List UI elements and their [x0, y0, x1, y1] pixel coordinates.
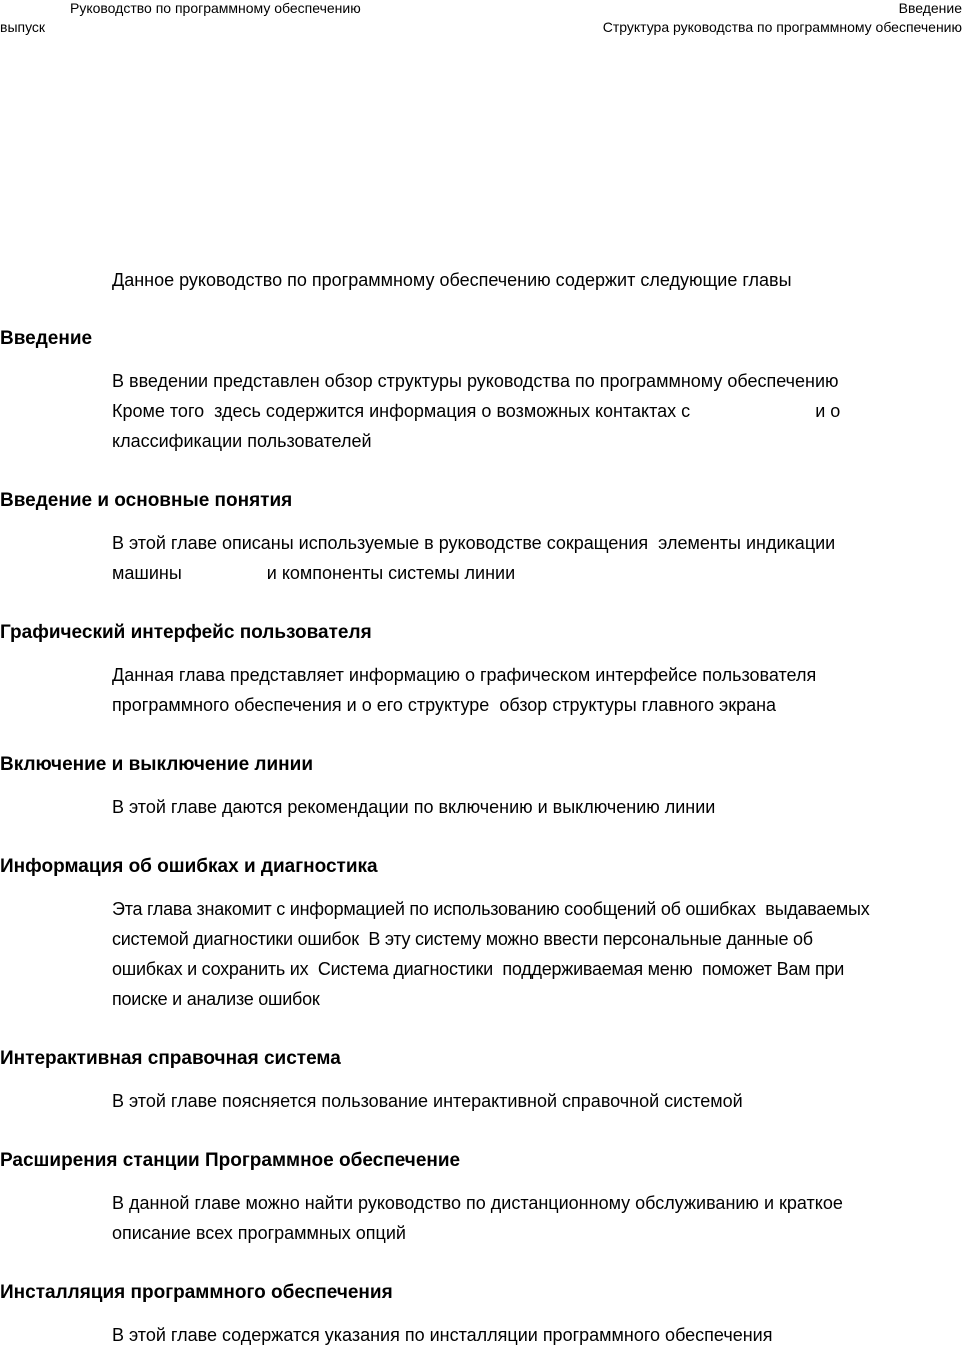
- section-heading: Введение: [0, 328, 93, 349]
- paragraph-line: программного обеспечения и о его структуре обзор структуры главного экрана: [112, 695, 777, 715]
- paragraph-line: В этой главе описаны используемые в руководстве сокращения элементы индикации: [112, 533, 836, 553]
- section-heading: Инсталляция программного обеспечения: [0, 1282, 393, 1303]
- paragraph-line: классификации пользователей: [112, 431, 372, 451]
- section-paragraph: [112, 894, 960, 1014]
- paragraph-line: В этой главе даются рекомендации по включению и выключению линии: [112, 797, 716, 817]
- section-paragraph: [112, 792, 960, 822]
- paragraph-line: В введении представлен обзор структуры руководства по программному обеспечению: [112, 371, 839, 391]
- section-paragraph: [112, 1086, 960, 1116]
- section-heading: Интерактивная справочная система: [0, 1048, 341, 1069]
- section-paragraph: [112, 528, 960, 588]
- paragraph-line: Кроме того здесь содержится информация о возможных контактах с и о: [112, 401, 841, 421]
- paragraph-line: В данной главе можно найти руководство по дистанционному обслуживанию и краткое: [112, 1193, 843, 1213]
- header-doc-title: Руководство по программному обеспечению: [70, 0, 361, 16]
- section-heading: Графический интерфейс пользователя: [0, 622, 372, 643]
- paragraph-line: описание всех программных опций: [112, 1223, 406, 1243]
- paragraph-line: ошибках и сохранить их Система диагностики поддерживаемая меню поможет Вам при: [112, 959, 845, 979]
- intro-paragraph: Данное руководство по программному обеспечению содержит следующие главы: [112, 270, 792, 290]
- header-section: Структура руководства по программному обеспечению: [602, 19, 962, 35]
- paragraph-line: машины и компоненты системы линии: [112, 563, 516, 583]
- section-heading: Информация об ошибках и диагностика: [0, 856, 378, 877]
- section-heading: Введение и основные понятия: [0, 490, 293, 511]
- section-heading: Включение и выключение линии: [0, 754, 313, 775]
- header-edition: выпуск: [0, 19, 46, 35]
- paragraph-line: В этой главе содержатся указания по инсталляции программного обеспечения: [112, 1325, 773, 1345]
- section-paragraph: [112, 366, 960, 456]
- paragraph-line: Эта глава знакомит с информацией по использованию сообщений об ошибках выдаваемых: [112, 899, 870, 919]
- header-chapter: Введение: [898, 0, 962, 16]
- section-paragraph: [112, 1188, 960, 1248]
- paragraph-line: Данная глава представляет информацию о графическом интерфейсе пользователя: [112, 665, 817, 685]
- paragraph-line: системой диагностики ошибок В эту систему можно ввести персональные данные об: [112, 929, 813, 949]
- paragraph-line: поиске и анализе ошибок: [112, 989, 320, 1009]
- paragraph-line: В этой главе поясняется пользование интерактивной справочной системой: [112, 1091, 743, 1111]
- section-paragraph: [112, 660, 960, 720]
- section-heading: Расширения станции Программное обеспечение: [0, 1150, 461, 1171]
